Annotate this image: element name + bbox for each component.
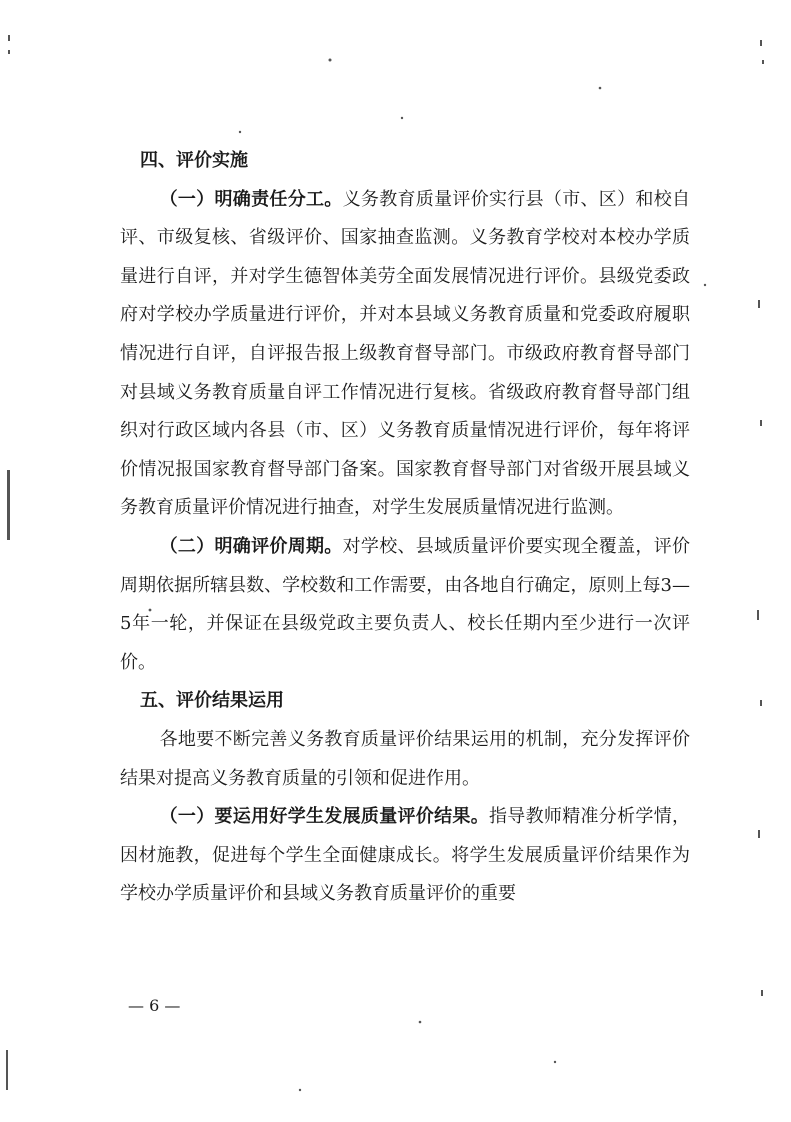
paragraph-text: 义务教育质量评价实行县（市、区）和校自评、市级复核、省级评价、国家抽查监测。义务教育学校对本校办学质量进行自评，并对学生德智体美劳全面发展情况进行评价。县级党委政府对学校办学质量进行评价，并对本县域义务教育质量和党委政府履职情况进行自评，自评报告报上级教育督导部门。市级政府教育督导部门对县域义务教育质量自评工作情况进行复核。省级政府教育督导部门组织对行政区域内各县（市、区）义务教育质量情况进行评价，每年将评价情况报国家教育督导部门备案。国家教育督导部门对省级开展县域义务教育质量评价情况进行抽查，对学生发展质量情况进行监测。 — [120, 188, 691, 519]
document-body — [120, 142, 690, 914]
paragraph-evaluation-cycle — [120, 528, 690, 682]
paragraph-lead: （一）明确责任分工。 — [159, 188, 343, 210]
section-heading-evaluation-implementation: 四、评价实施 — [140, 150, 248, 171]
section-heading-result-application: 五、评价结果运用 — [140, 690, 284, 712]
paragraph-clarify-responsibilities — [120, 181, 690, 528]
paragraph-text: 指导教师精准分析学情，因材施教，促进每个学生全面健康成长。将学生发展质量评价结果作为学校办学质量评价和县域义务教育质量评价的重要 — [120, 806, 691, 905]
paragraph-text: 各地要不断完善义务教育质量评价结果运用的机制，充分发挥评价结果对提高义务教育质量的引领和促进作用。 — [120, 728, 690, 789]
paragraph-improve-mechanism — [120, 721, 690, 798]
paragraph-lead: （一）要运用好学生发展质量评价结果。 — [159, 806, 489, 828]
paragraph-lead: （二）明确评价周期。 — [159, 535, 343, 557]
page-number: — 6 — — [128, 996, 181, 1015]
paragraph-text: 对学校、县域质量评价要实现全覆盖，评价周期依据所辖县数、学校数和工作需要，由各地自行确定，原则上每3—5年一轮，并保证在县级党政主要负责人、校长任期内至少进行一次评价。 — [120, 535, 691, 673]
paragraph-use-student-results — [120, 798, 690, 914]
